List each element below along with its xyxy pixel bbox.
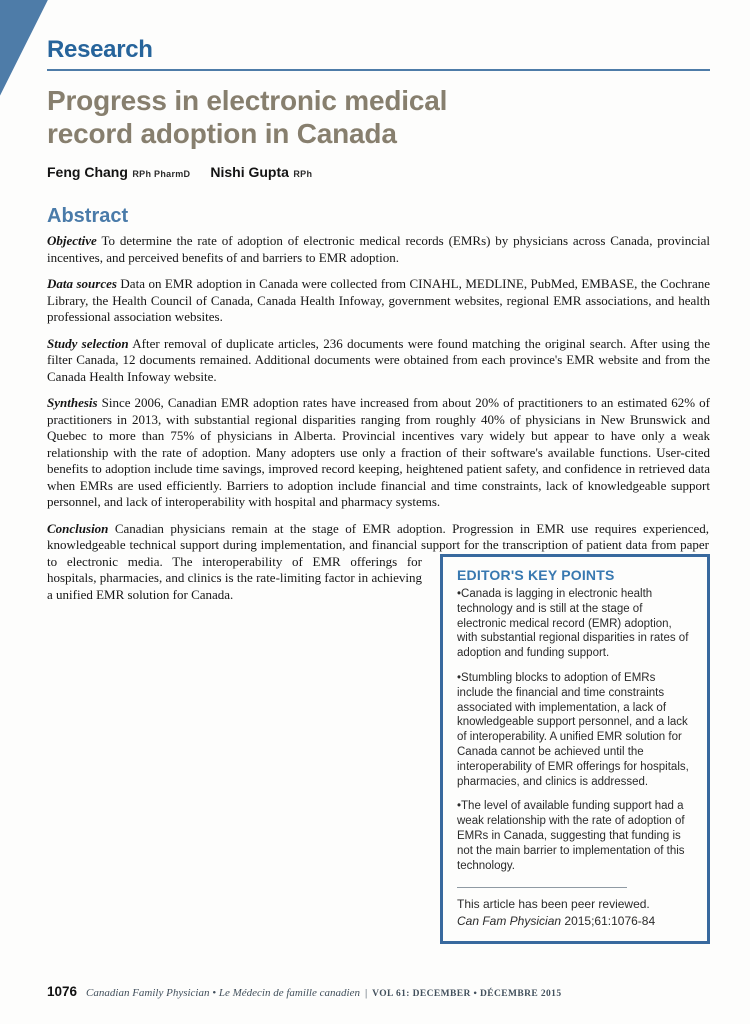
citation-reference: 2015;61:1076-84 xyxy=(564,914,656,929)
section-text: Since 2006, Canadian EMR adoption rates have increased from about 20% of practitioners to an estimated 62% of practitioners in 2013, with substantial regional disparities ranging from roughly 40% of physicians in New Brunswick and Quebec to more than 75% of physicians in Alberta. Provincial incentives vary widely but appear to have only a weak relationship with the rate of adoption. Many adopters use only a fraction of their software's available functions. User-cited benefits to adoption include time savings, improved record keeping, heightened patient safety, and confidence in retrieved data when EMRs are used efficiently. Barriers to adoption include financial and time constraints, lack of knowledgeable support personnel, and lack of interoperability with hospital and pharmacy systems. xyxy=(47,395,710,509)
citation-journal: Can Fam Physician xyxy=(457,914,562,929)
author-credentials: RPh PharmD xyxy=(132,169,191,179)
masthead xyxy=(47,36,710,71)
section-text: After removal of duplicate articles, 236 documents were found matching the original search. After using the filter Canada, 12 documents remained. Additional documents were obtained from each province's EMR website and from the Canada Health Infoway website. xyxy=(47,335,711,384)
section-text: Canadian physicians remain at the stage of EMR adoption. Progression in EMR use requires experienced, knowledgeable technical support during implementation, and financial support for the transcription of patient data from paper to electronic media. The interoperability of EMR offerings for hospitals, pharmacies, and clinics is the rate-limiting factor in achieving a unified EMR solution for Canada. xyxy=(47,520,710,602)
abstract-objective-paragraph xyxy=(47,233,710,266)
journal-name: Canadian Family Physician • Le Médecin de famille canadien xyxy=(86,987,360,999)
section-label: Study selection xyxy=(47,335,129,351)
kicker-rule xyxy=(47,69,710,71)
footer-separator: | xyxy=(364,987,368,999)
citation xyxy=(457,914,693,929)
title-line-1: Progress in electronic medical xyxy=(47,85,448,116)
section-text: Data on EMR adoption in Canada were collected from CINAHL, MEDLINE, PubMed, EMBASE, the Cochrane Library, the Health Council of Canada, Canada Health Infoway, government websites, regional EMR associations, and health professional association websites. xyxy=(47,276,710,324)
title-line-2: record adoption in Canada xyxy=(47,118,397,149)
key-point-bullet: • Stumbling blocks to adoption of EMRs include the financial and time constraints associated with implementation, a lack of knowledgeable support personnel, and a lack of interoperability. A unified EMR solution for Canada cannot be achieved until the interoperability of EMR offerings for hospitals, pharmacies, and clinics is addressed. xyxy=(457,671,693,789)
section-label: Data sources xyxy=(47,276,117,291)
float-spacer xyxy=(709,521,710,554)
key-points-heading: EDITOR'S KEY POINTS xyxy=(457,566,615,583)
section-label: Conclusion xyxy=(47,520,109,536)
page-number: 1076 xyxy=(47,984,78,999)
divider xyxy=(457,887,627,888)
section-label: Objective xyxy=(47,233,97,248)
abstract-synthesis-paragraph xyxy=(47,395,710,511)
editors-key-points-box xyxy=(440,554,710,945)
abstract-heading: Abstract xyxy=(47,205,129,227)
author-name: Nishi Gupta xyxy=(210,164,289,180)
author-credentials: RPh xyxy=(293,169,313,179)
abstract-conclusion-paragraph xyxy=(47,520,710,929)
volume-info: VOL 61: DECEMBER • DÉCEMBRE 2015 xyxy=(372,989,562,999)
author-name: Feng Chang xyxy=(47,164,128,180)
abstract-study-selection-paragraph xyxy=(47,336,710,386)
article-title xyxy=(47,84,507,150)
section-kicker: Research xyxy=(47,36,153,63)
article-content xyxy=(47,84,710,952)
key-point-bullet: • Canada is lagging in electronic health technology and is still at the stage of electronic medical record (EMR) adoption, with substantial regional disparities in rates of adoption and funding support. xyxy=(457,587,693,661)
peer-review-note: This article has been peer reviewed. xyxy=(457,897,650,912)
author-line xyxy=(47,164,710,182)
section-text: To determine the rate of adoption of electronic medical records (EMRs) by physicians across Canada, provincial incentives, and perceived benefits of and barriers to EMR adoption. xyxy=(47,233,711,265)
page-footer xyxy=(47,983,710,1001)
corner-triangle-decoration xyxy=(0,0,52,104)
author xyxy=(47,164,190,181)
author xyxy=(210,164,312,181)
section-label: Synthesis xyxy=(47,395,98,410)
key-point-bullet: • The level of available funding support had a weak relationship with the rate of adoption of EMRs in Canada, suggesting that funding is not the main barrier to implementation of this technology. xyxy=(457,799,693,873)
abstract-data-sources-paragraph xyxy=(47,276,710,326)
